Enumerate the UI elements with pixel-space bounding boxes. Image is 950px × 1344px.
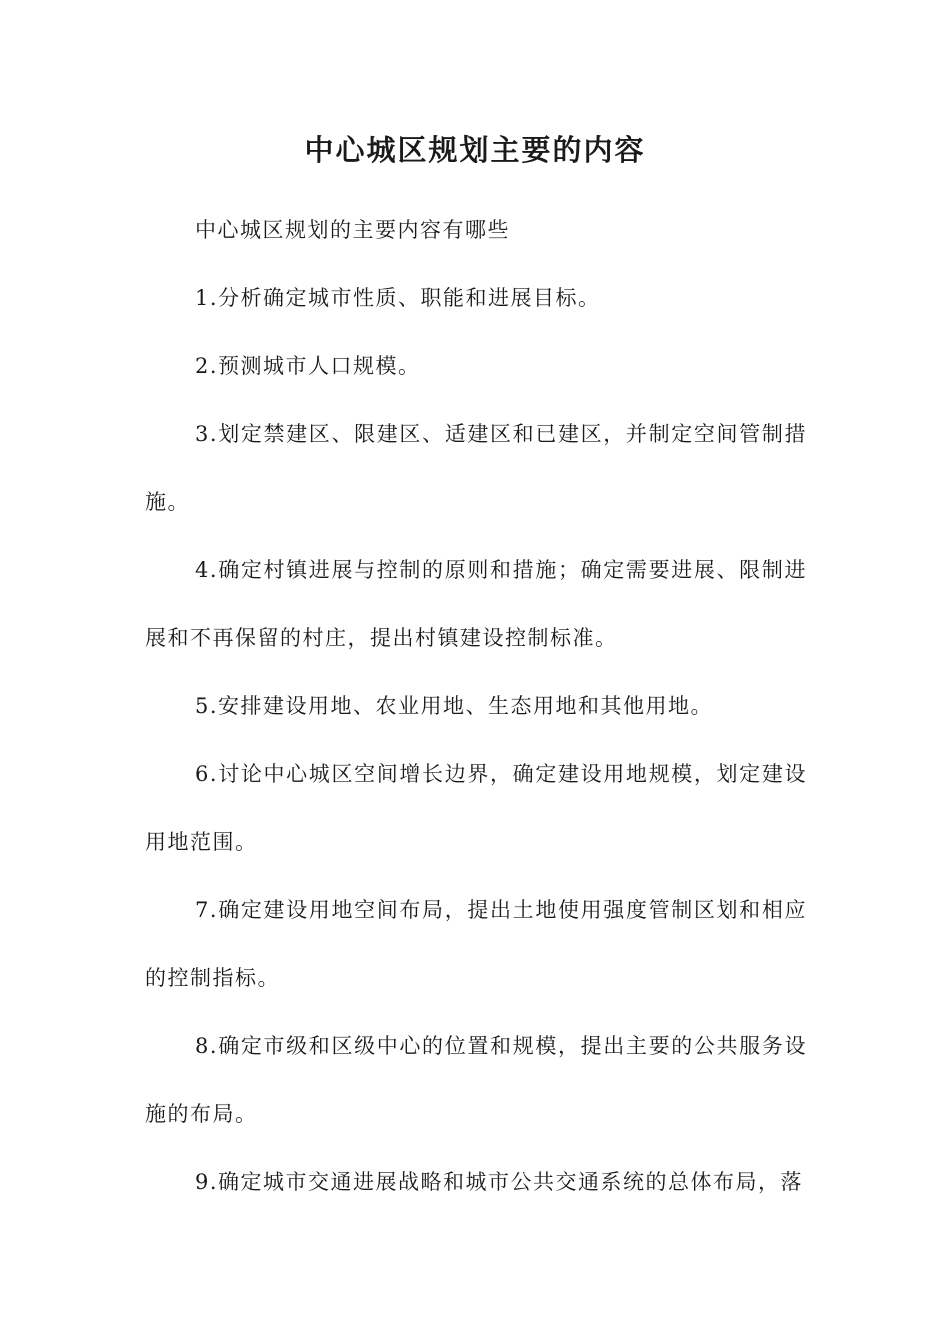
document-title: 中心城区规划主要的内容 xyxy=(304,133,646,167)
paragraph-item-9: 9.确定城市交通进展战略和城市公共交通系统的总体布局，落 xyxy=(195,1170,804,1194)
paragraph-item-5: 5.安排建设用地、农业用地、生态用地和其他用地。 xyxy=(195,694,714,718)
paragraph-item-3: 3.划定禁建区、限建区、适建区和已建区，并制定空间管制措施。 xyxy=(145,422,807,514)
paragraph-intro: 中心城区规划的主要内容有哪些 xyxy=(195,218,510,242)
paragraph-item-8: 8.确定市级和区级中心的位置和规模，提出主要的公共服务设施的布局。 xyxy=(145,1034,807,1126)
paragraph-item-6: 6.讨论中心城区空间增长边界，确定建设用地规模，划定建设用地范围。 xyxy=(145,762,807,854)
paragraph-item-7: 7.确定建设用地空间布局，提出土地使用强度管制区划和相应的控制指标。 xyxy=(145,898,807,990)
paragraph-item-4: 4.确定村镇进展与控制的原则和措施；确定需要进展、限制进展和不再保留的村庄，提出村镇建设控制标准。 xyxy=(145,558,807,650)
paragraph-item-1: 1.分析确定城市性质、职能和进展目标。 xyxy=(195,286,601,310)
document-body xyxy=(145,196,807,1216)
paragraph-item-2: 2.预测城市人口规模。 xyxy=(195,354,421,378)
